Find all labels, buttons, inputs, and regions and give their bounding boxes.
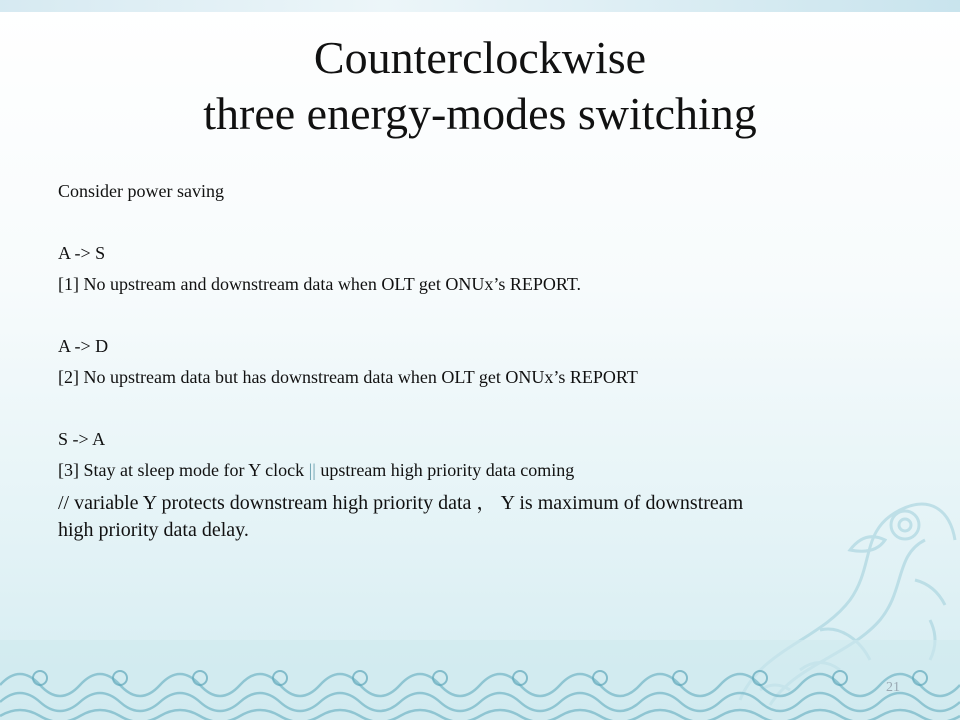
- transition-s-a-label: S -> A: [58, 429, 106, 449]
- top-band-decoration: [0, 0, 960, 12]
- transition-a-d-label: A -> D: [58, 336, 109, 356]
- intro-text: Consider power saving: [58, 181, 224, 201]
- slide-number: 21: [886, 680, 900, 695]
- wave-border-decoration: [0, 640, 960, 720]
- title-line-2: three energy-modes switching: [203, 88, 757, 139]
- rule-2-text: [2] No upstream data but has downstream data when OLT get ONUx’s REPORT: [58, 367, 638, 387]
- slide-title: [0, 30, 960, 142]
- comment-line-1: // variable Y protects downstream high priority data ， Y is maximum of downstream: [58, 492, 744, 514]
- rule-3-part-2: upstream high priority data coming: [315, 460, 575, 480]
- rule-1-text: [1] No upstream and downstream data when OLT get ONUx’s REPORT.: [58, 274, 582, 294]
- rule-3-part-1: [3] Stay at sleep mode for Y clock: [58, 460, 309, 480]
- comment-line-2: high priority data delay.: [58, 519, 249, 541]
- title-line-1: Counterclockwise: [313, 32, 647, 83]
- transition-a-s-label: A -> S: [58, 243, 106, 263]
- rule-3-separator: ||: [308, 460, 316, 480]
